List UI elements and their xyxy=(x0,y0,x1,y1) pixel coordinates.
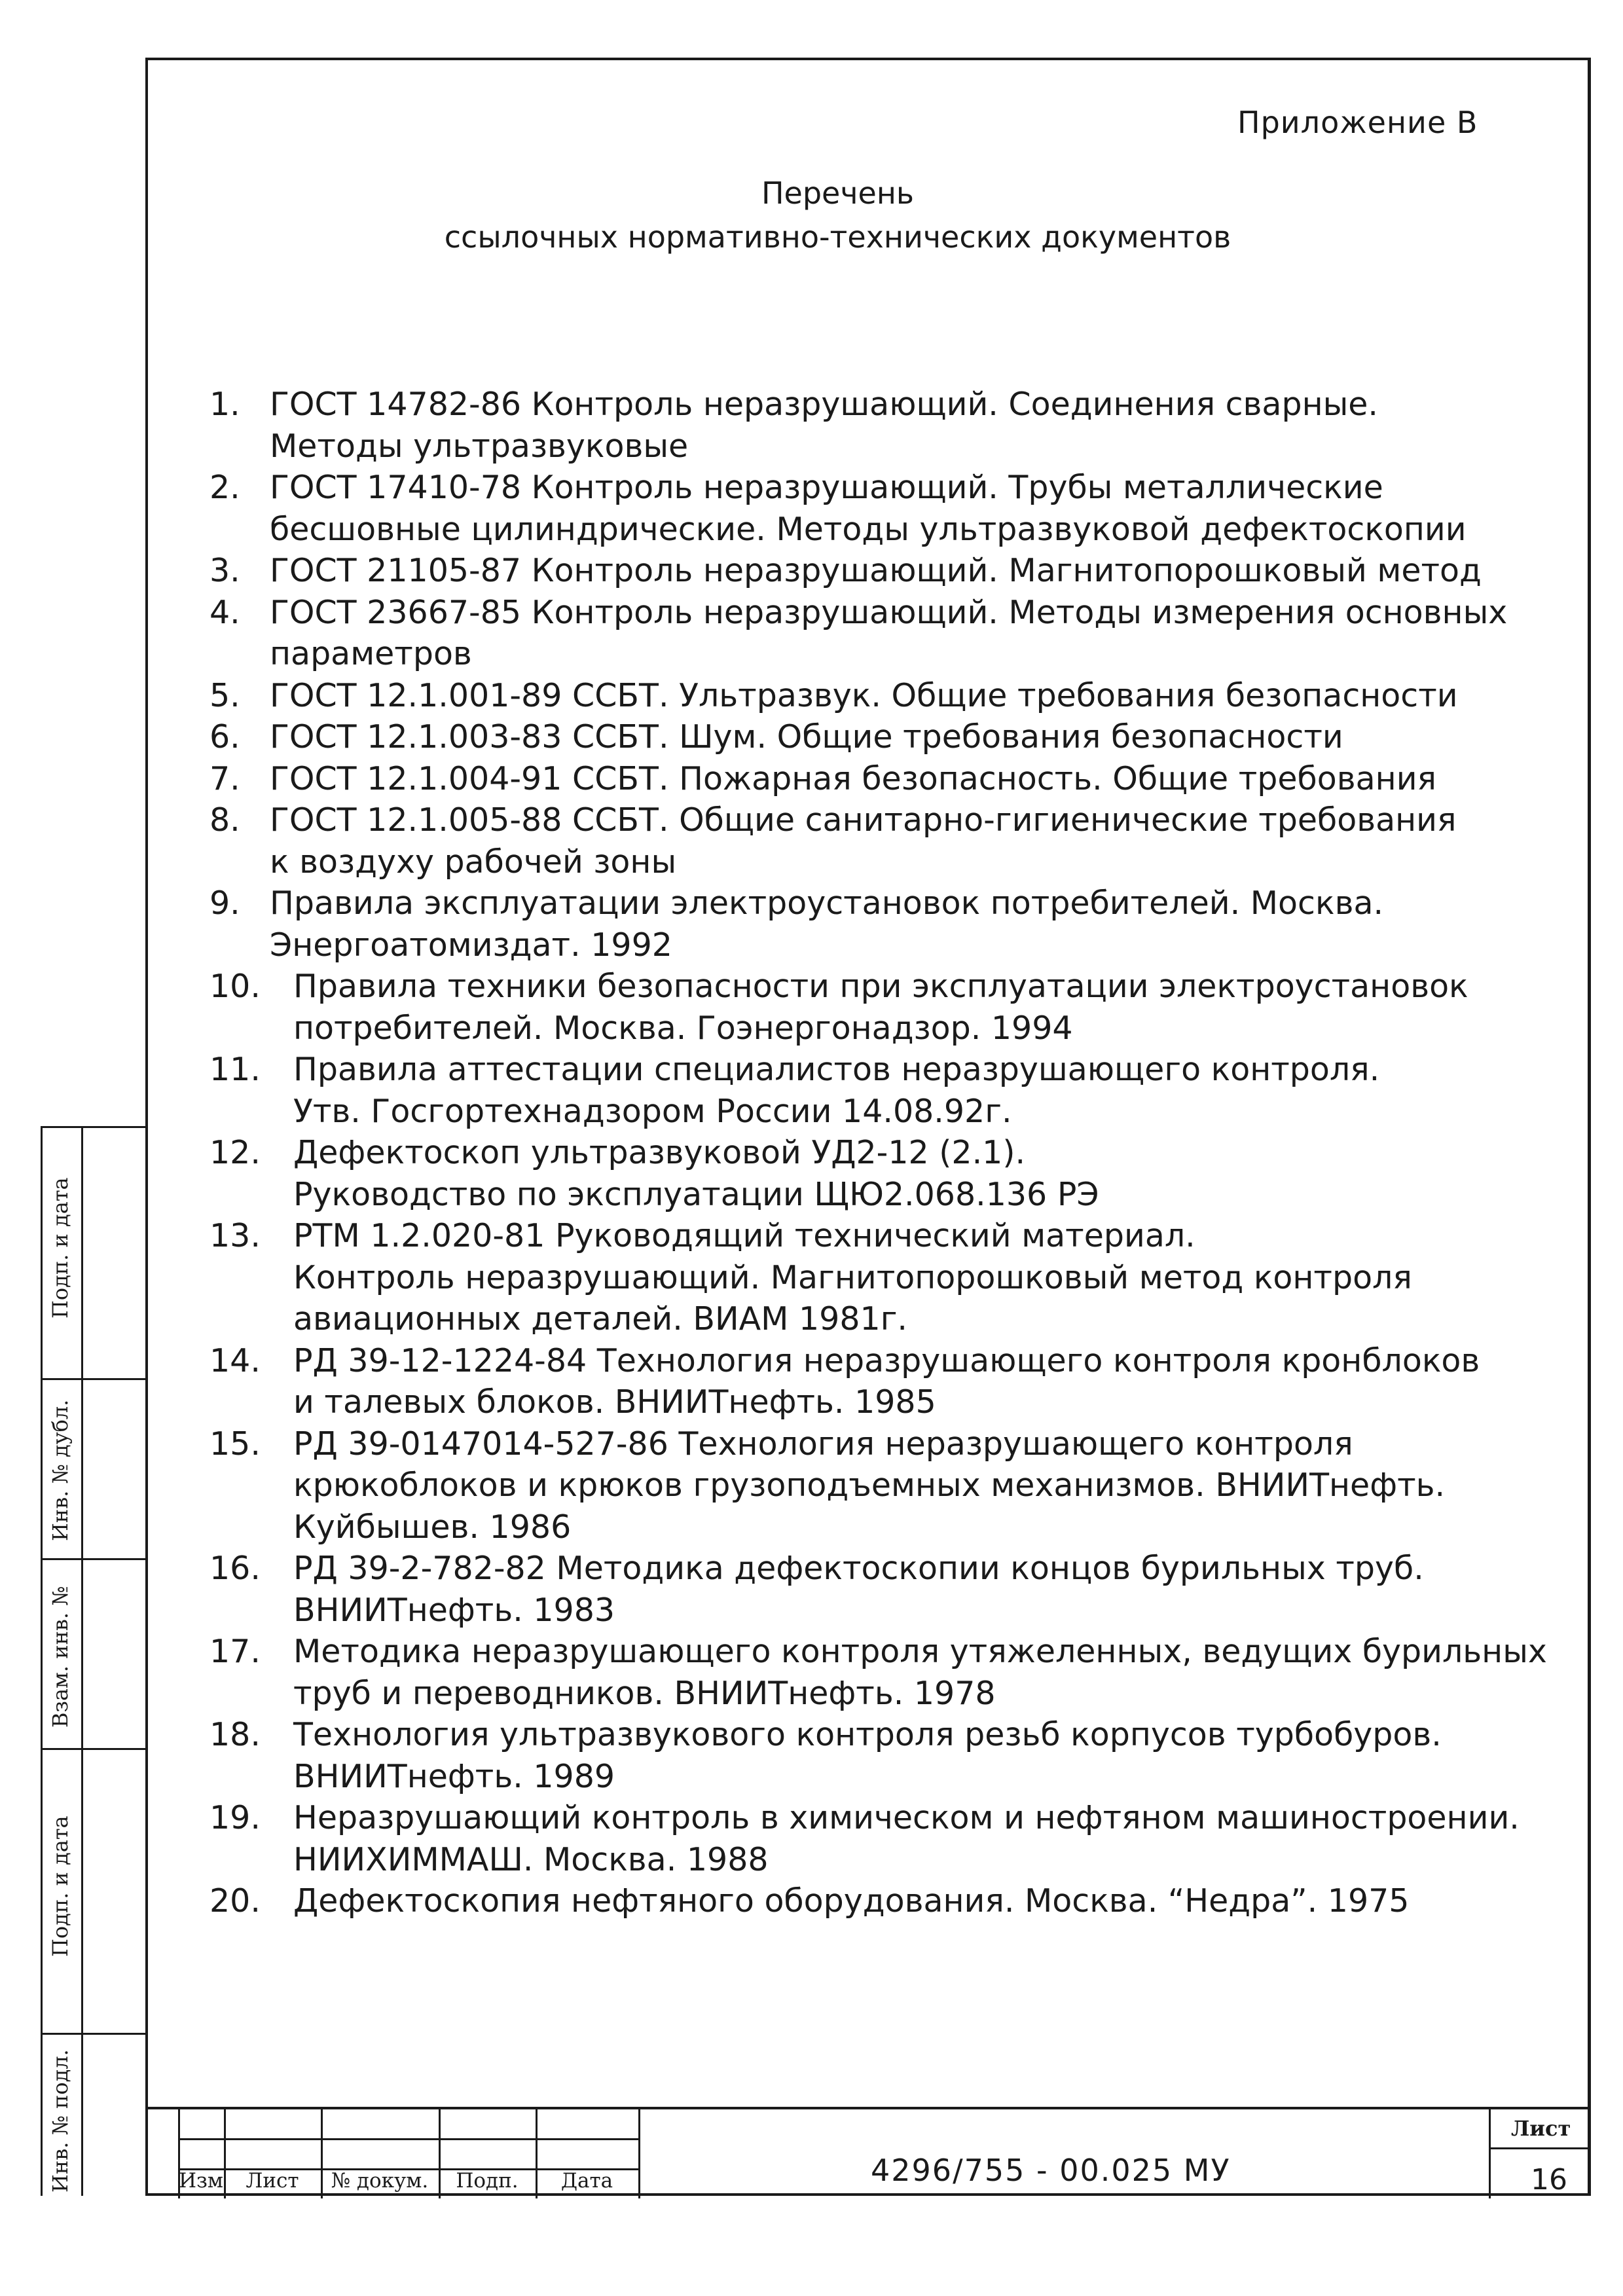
reference-text-line: Технология ультразвукового контроля резьб корпусов турбобуров. xyxy=(293,1716,1442,1753)
reference-text-line: Правила техники безопасности при эксплуатации электроустановок xyxy=(293,968,1468,1005)
vzam-inv-label: Взам. инв. № xyxy=(48,1586,73,1728)
reference-item xyxy=(210,384,1571,467)
reference-text-line: параметров xyxy=(270,635,472,672)
reference-item xyxy=(210,550,1571,592)
reference-item xyxy=(210,716,1571,758)
reference-number: 11. xyxy=(210,1051,261,1088)
reference-text-line: Правила аттестации специалистов неразрушающего контроля. xyxy=(293,1051,1380,1088)
reference-text-line: РТМ 1.2.020-81 Руководящий технический материал. xyxy=(293,1217,1195,1254)
reference-number: 15. xyxy=(210,1425,261,1463)
reference-text-line: ГОСТ 12.1.003-83 ССБТ. Шум. Общие требования безопасности xyxy=(270,718,1343,756)
reference-number: 8. xyxy=(210,801,240,839)
reference-item xyxy=(210,1714,1571,1797)
reference-item xyxy=(210,1340,1571,1423)
podp-data-label-top: Подп. и дата xyxy=(48,1177,73,1319)
document-subtitle: ссылочных нормативно-технических документов xyxy=(444,219,1231,255)
reference-text-line: Методы ультразвуковые xyxy=(270,427,689,465)
appendix-label: Приложение В xyxy=(1237,105,1478,140)
inv-podl-label: Инв. № подл. xyxy=(48,2049,73,2193)
inv-dubl-label: Инв. № дубл. xyxy=(48,1399,73,1541)
reference-item xyxy=(210,758,1571,800)
reference-text-line: Куйбышев. 1986 xyxy=(293,1508,572,1546)
list-header: Лист xyxy=(246,2169,299,2193)
reference-item xyxy=(210,1049,1571,1132)
reference-number: 19. xyxy=(210,1799,261,1836)
reference-text-line: Утв. Госгортехнадзором России 14.08.92г. xyxy=(293,1092,1012,1130)
reference-item xyxy=(210,467,1571,550)
reference-number: 5. xyxy=(210,676,240,714)
reference-item xyxy=(210,1797,1571,1880)
sheet-number: 16 xyxy=(1531,2163,1567,2196)
reference-text-line: ГОСТ 14782-86 Контроль неразрушающий. Соединения сварные. xyxy=(270,386,1379,423)
reference-number: 17. xyxy=(210,1633,261,1670)
podp-data-label-bottom: Подп. и дата xyxy=(48,1815,73,1957)
n-dokum-header: № докум. xyxy=(331,2169,429,2193)
reference-text-line: труб и переводников. ВНИИТнефть. 1978 xyxy=(293,1674,996,1712)
reference-number: 6. xyxy=(210,718,240,756)
reference-text-line: НИИХИММАШ. Москва. 1988 xyxy=(293,1840,769,1878)
reference-number: 18. xyxy=(210,1716,261,1753)
reference-text-line: РД 39-0147014-527-86 Технология неразрушающего контроля xyxy=(293,1425,1353,1463)
reference-number: 4. xyxy=(210,593,240,631)
reference-item xyxy=(210,799,1571,883)
reference-text-line: ГОСТ 12.1.001-89 ССБТ. Ультразвук. Общие требования безопасности xyxy=(270,676,1458,714)
reference-text-line: ГОСТ 17410-78 Контроль неразрушающий. Трубы металлические xyxy=(270,469,1383,506)
reference-item xyxy=(210,675,1571,717)
reference-number: 13. xyxy=(210,1217,261,1254)
reference-text-line: РД 39-12-1224-84 Технология неразрушающего контроля кронблоков xyxy=(293,1341,1480,1379)
reference-text-line: ГОСТ 23667-85 Контроль неразрушающий. Методы измерения основных xyxy=(270,593,1508,631)
document-number: 4296/755 - 00.025 МУ xyxy=(871,2153,1231,2188)
reference-text-line: ВНИИТнефть. 1989 xyxy=(293,1757,615,1795)
reference-text-line: РД 39-2-782-82 Методика дефектоскопии концов бурильных труб. xyxy=(293,1550,1424,1587)
reference-number: 10. xyxy=(210,968,261,1005)
reference-text-line: ГОСТ 12.1.005-88 ССБТ. Общие санитарно-гигиенические требования xyxy=(270,801,1457,839)
reference-item xyxy=(210,883,1571,966)
reference-text-line: ВНИИТнефть. 1983 xyxy=(293,1591,615,1629)
reference-text-line: ГОСТ 12.1.004-91 ССБТ. Пожарная безопасность. Общие требования xyxy=(270,759,1437,797)
reference-text-line: Неразрушающий контроль в химическом и нефтяном машиностроении. xyxy=(293,1799,1520,1836)
reference-text-line: к воздуху рабочей зоны xyxy=(270,843,677,881)
reference-text-line: крюкоблоков и крюков грузоподъемных механизмов. ВНИИТнефть. xyxy=(293,1467,1446,1504)
reference-text-line: Дефектоскопия нефтяного оборудования. Москва. “Недра”. 1975 xyxy=(293,1882,1410,1920)
reference-text-line: Дефектоскоп ультразвуковой УД2-12 (2.1). xyxy=(293,1134,1026,1171)
reference-number: 12. xyxy=(210,1134,261,1171)
reference-item xyxy=(210,1215,1571,1340)
reference-text-line: Правила эксплуатации электроустановок потребителей. Москва. xyxy=(270,884,1384,922)
data-header: Дата xyxy=(560,2169,613,2193)
izm-header: Изм xyxy=(178,2169,224,2193)
reference-number: 14. xyxy=(210,1341,261,1379)
reference-text-line: авиационных деталей. ВИАМ 1981г. xyxy=(293,1300,908,1338)
reference-item xyxy=(210,1880,1571,1922)
reference-number: 2. xyxy=(210,469,240,506)
reference-number: 7. xyxy=(210,759,240,797)
reference-text-line: Методика неразрушающего контроля утяжеленных, ведущих бурильных xyxy=(293,1633,1547,1670)
reference-item xyxy=(210,966,1571,1049)
reference-text-line: Контроль неразрушающий. Магнитопорошковый метод контроля xyxy=(293,1258,1412,1296)
reference-text-line: Руководство по эксплуатации ЩЮ2.068.136 РЭ xyxy=(293,1175,1099,1213)
reference-list xyxy=(210,384,1571,1922)
reference-number: 1. xyxy=(210,386,240,423)
reference-number: 9. xyxy=(210,884,240,922)
reference-item xyxy=(210,1631,1571,1714)
reference-text-line: и талевых блоков. ВНИИТнефть. 1985 xyxy=(293,1383,936,1421)
side-stamp xyxy=(41,1126,145,2196)
podp-header: Подп. xyxy=(456,2169,519,2193)
reference-item xyxy=(210,1548,1571,1631)
reference-number: 16. xyxy=(210,1550,261,1587)
reference-text-line: Энергоатомиздат. 1992 xyxy=(270,926,672,964)
reference-text-line: ГОСТ 21105-87 Контроль неразрушающий. Магнитопорошковый метод xyxy=(270,552,1482,589)
sheet-label: Лист xyxy=(1511,2116,1571,2141)
document-title: Перечень xyxy=(761,175,915,211)
reference-text-line: бесшовные цилиндрические. Методы ультразвуковой дефектоскопии xyxy=(270,510,1467,548)
reference-item xyxy=(210,1423,1571,1548)
reference-text-line: потребителей. Москва. Гоэнергонадзор. 1994 xyxy=(293,1009,1073,1047)
reference-number: 3. xyxy=(210,552,240,589)
reference-item xyxy=(210,1132,1571,1215)
reference-number: 20. xyxy=(210,1882,261,1920)
reference-item xyxy=(210,592,1571,675)
